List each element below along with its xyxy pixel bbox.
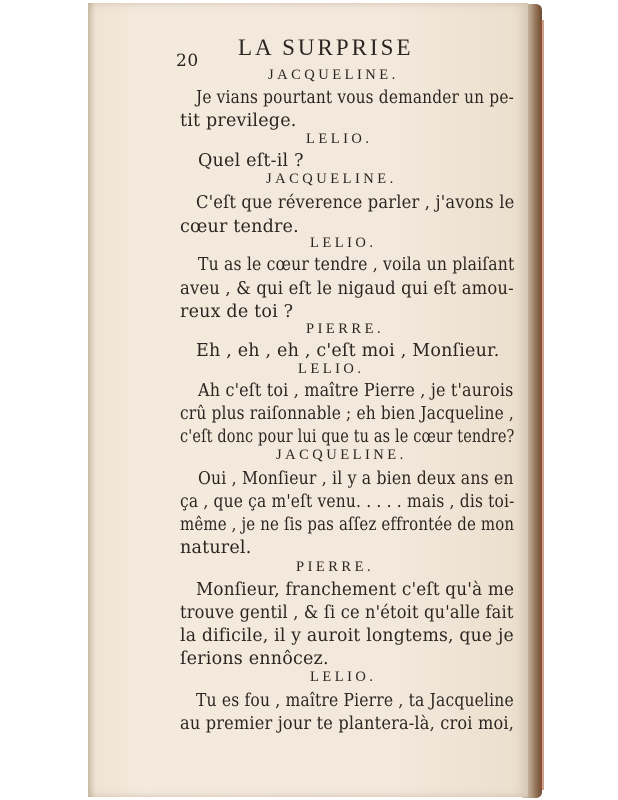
speaker-name: JACQUELINE. <box>268 67 399 83</box>
text-line: même , je ne ſis pas aſſez effrontée de mon <box>180 515 515 535</box>
text-line: ça , que ça m'eſt venu. . . . . mais , dis toi- <box>180 492 515 512</box>
text-line: ſerions ennôcez. <box>180 649 329 669</box>
page-number: 20 <box>176 51 199 71</box>
text-line: crû plus raiſonnable ; eh bien Jacqueline , <box>180 404 515 424</box>
text-line: Tu as le cœur tendre , voila un plaiſant <box>198 255 515 275</box>
speaker-name: JACQUELINE. <box>276 447 407 463</box>
text-line: reux de toi ? <box>180 302 294 322</box>
text-line: Eh , eh , eh , c'eſt moi , Monſieur. <box>196 341 500 361</box>
speaker-name: LELIO. <box>310 235 377 251</box>
paper-page <box>88 3 528 797</box>
speaker-name: PIERRE. <box>306 321 385 337</box>
text-line: C'eſt que réverence parler , j'avons le <box>196 193 515 213</box>
speaker-name: PIERRE. <box>296 559 375 575</box>
text-line: aveu , & qui eſt le nigaud qui eſt amou- <box>180 279 514 299</box>
text-line: Quel eſt-il ? <box>198 151 304 171</box>
text-line: au premier jour te plantera-là, croi moi, <box>180 714 515 734</box>
speaker-name: JACQUELINE. <box>266 171 397 187</box>
text-line: trouve gentil , & ſi ce n'étoit qu'alle fait <box>180 603 514 623</box>
text-line: tit previlege. <box>180 111 297 131</box>
running-title: LA SURPRISE <box>238 35 414 60</box>
speaker-name: LELIO. <box>298 361 365 377</box>
text-line: Ah c'eſt toi , maître Pierre , je t'aurois <box>198 381 514 401</box>
gutter-shadow <box>88 3 96 797</box>
text-line: Oui , Monſieur , il y a bien deux ans en <box>198 469 514 489</box>
speaker-name: LELIO. <box>310 669 377 685</box>
text-line: naturel. <box>180 538 252 558</box>
text-line: c'eſt donc pour lui que tu as le cœur tendre? <box>180 427 515 447</box>
text-line: Je vians pourtant vous demander un pe- <box>196 88 514 108</box>
binding-edge <box>540 20 544 790</box>
text-line: Monſieur, franchement c'eſt qu'à me <box>196 580 515 600</box>
text-line: Tu es fou , maître Pierre , ta Jacqueline <box>196 691 514 711</box>
text-line: cœur tendre. <box>180 217 299 237</box>
speaker-name: LELIO. <box>306 131 373 147</box>
text-line: la dificile, il y auroit longtems, que je <box>180 626 514 646</box>
